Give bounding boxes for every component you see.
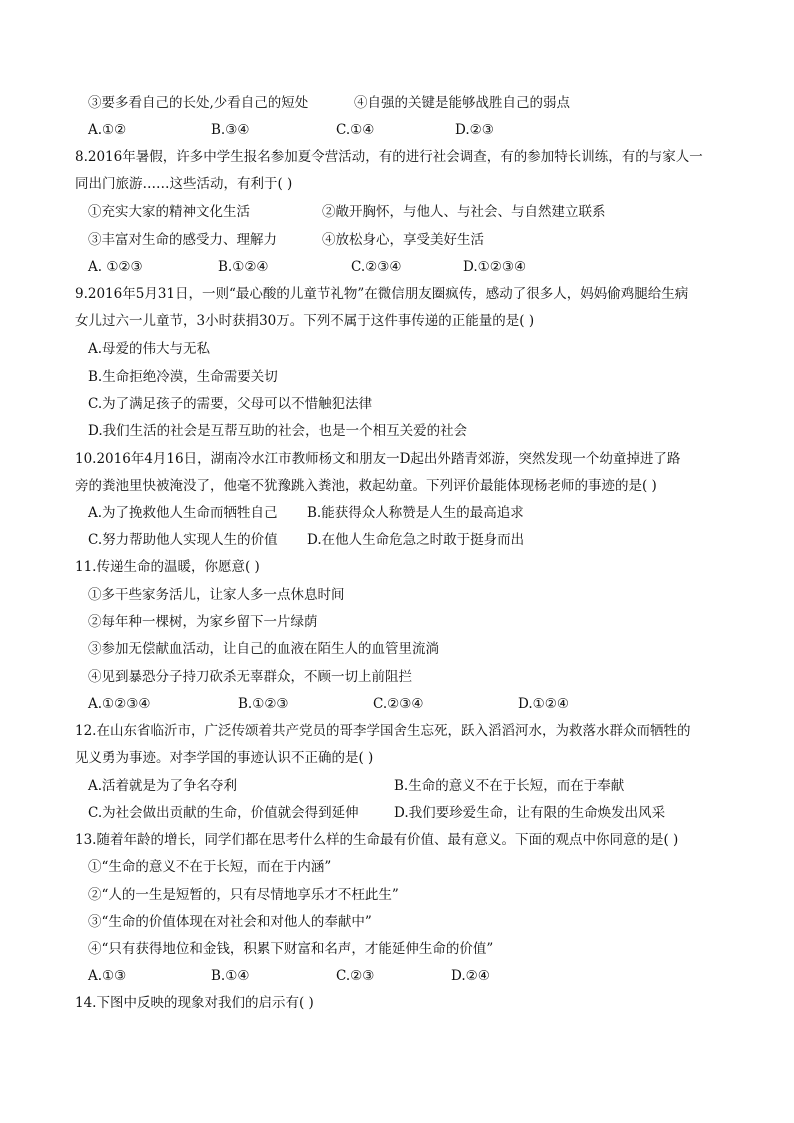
q11-item-2: ②每年种一棵树，为家乡留下一片绿荫 bbox=[88, 614, 318, 630]
q7-option-d: D.②③ bbox=[455, 122, 494, 138]
q13-item-2: ②“人的一生是短暂的，只有尽情地享乐才不枉此生” bbox=[88, 887, 399, 903]
q10-option-a: A.为了挽救他人生命而牺牲自己 bbox=[88, 505, 278, 521]
q11-item-4: ④见到暴恐分子持刀砍杀无辜群众，不顾一切上前阻拦 bbox=[88, 669, 412, 685]
q10-stem-line-2: 旁的粪池里快被淹没了，他毫不犹豫跳入粪池，救起幼童。下列评价最能体现杨老师的事迹的是( ) bbox=[75, 478, 657, 494]
q7-option-a: A.①② bbox=[88, 122, 127, 138]
q7-option-c: C.①④ bbox=[336, 122, 375, 138]
q8-item-2: ②敞开胸怀，与他人、与社会、与自然建立联系 bbox=[322, 204, 606, 220]
q11-item-3: ③参加无偿献血活动，让自己的血液在陌生人的血管里流淌 bbox=[88, 641, 439, 657]
q9-option-c: C.为了满足孩子的需要，父母可以不惜触犯法律 bbox=[88, 396, 373, 412]
q12-option-c: C.为社会做出贡献的生命，价值就会得到延伸 bbox=[88, 805, 359, 821]
q13-option-d: D.②④ bbox=[451, 968, 490, 984]
q13-item-1: ①“生命的意义不在于长短，而在于内涵” bbox=[88, 859, 332, 875]
q12-option-b: B.生命的意义不在于长短，而在于奉献 bbox=[394, 778, 625, 794]
q7-option-b: B.③④ bbox=[211, 122, 250, 138]
q9-stem-line-1: 9.2016年5月31日，一则“最心酸的儿童节礼物”在微信朋友圈疯传，感动了很多人，妈妈偷鸡腿给生病 bbox=[75, 286, 689, 302]
q13-item-4: ④“只有获得地位和金钱，积累下财富和名声，才能延伸生命的价值” bbox=[88, 941, 494, 957]
q13-stem-line-1: 13.随着年龄的增长，同学们都在思考什么样的生命最有价值、最有意义。下面的观点中你同意的是( ) bbox=[75, 832, 679, 848]
q12-option-a: A.活着就是为了争名夺利 bbox=[88, 778, 238, 794]
q13-option-a: A.①③ bbox=[88, 968, 127, 984]
q10-option-c: C.努力帮助他人实现人生的价值 bbox=[88, 532, 278, 548]
q13-item-3: ③“生命的价值体现在对社会和对他人的奉献中” bbox=[88, 914, 372, 930]
q9-stem-line-2: 女儿过六一儿童节，3小时获捐30万。下列不属于这件事传递的正能量的是( ) bbox=[75, 313, 535, 329]
q8-stem-line-2: 同出门旅游……这些活动，有利于( ) bbox=[75, 176, 293, 192]
q7-item-4: ④自强的关键是能够战胜自己的弱点 bbox=[354, 95, 570, 111]
q11-option-b: B.①②③ bbox=[238, 696, 289, 712]
q11-stem-line-1: 11.传递生命的温暖，你愿意( ) bbox=[75, 559, 260, 575]
q8-item-4: ④放松身心，享受美好生活 bbox=[322, 232, 484, 248]
q8-option-d: D.①②③④ bbox=[463, 259, 527, 275]
q7-item-3: ③要多看自己的长处,少看自己的短处 bbox=[88, 95, 309, 111]
q11-option-d: D.①②④ bbox=[518, 696, 569, 712]
q9-option-d: D.我们生活的社会是互帮互助的社会，也是一个相互关爱的社会 bbox=[88, 423, 468, 439]
q8-option-b: B.①②④ bbox=[218, 259, 269, 275]
q8-item-3: ③丰富对生命的感受力、理解力 bbox=[88, 232, 277, 248]
q8-option-c: C.②③④ bbox=[351, 259, 402, 275]
q10-stem-line-1: 10.2016年4月16日，湖南冷水江市教师杨文和朋友一D起出外踏青郊游，突然发现一个幼童掉进了路 bbox=[75, 451, 681, 467]
q11-option-c: C.②③④ bbox=[373, 696, 424, 712]
q8-option-a: A. ①②③ bbox=[88, 259, 143, 275]
q8-stem-line-1: 8.2016年暑假，许多中学生报名参加夏令营活动，有的进行社会调查，有的参加特长训练，有的与家人一 bbox=[75, 149, 703, 165]
q13-option-b: B.①④ bbox=[211, 968, 250, 984]
q10-option-d: D.在他人生命危急之时敢于挺身而出 bbox=[307, 532, 525, 548]
q11-option-a: A.①②③④ bbox=[88, 696, 151, 712]
q9-option-a: A.母爱的伟大与无私 bbox=[88, 341, 211, 357]
q8-item-1: ①充实大家的精神文化生活 bbox=[88, 204, 250, 220]
q13-option-c: C.②③ bbox=[336, 968, 375, 984]
q11-item-1: ①多干些家务活儿，让家人多一点休息时间 bbox=[88, 587, 345, 603]
q10-option-b: B.能获得众人称赞是人生的最高追求 bbox=[307, 505, 524, 521]
q9-option-b: B.生命拒绝冷漠，生命需要关切 bbox=[88, 369, 278, 385]
q14-stem-line-1: 14.下图中反映的现象对我们的启示有( ) bbox=[75, 995, 314, 1011]
q12-stem-line-1: 12.在山东省临沂市，广泛传颂着共产党员的哥李学国舍生忘死，跃入滔滔河水，为救落水群众而牺牲的 bbox=[75, 723, 691, 739]
q12-stem-line-2: 见义勇为事迹。对李学国的事迹认识不正确的是( ) bbox=[75, 750, 374, 766]
q12-option-d: D.我们要珍爱生命，让有限的生命焕发出风采 bbox=[394, 805, 666, 821]
